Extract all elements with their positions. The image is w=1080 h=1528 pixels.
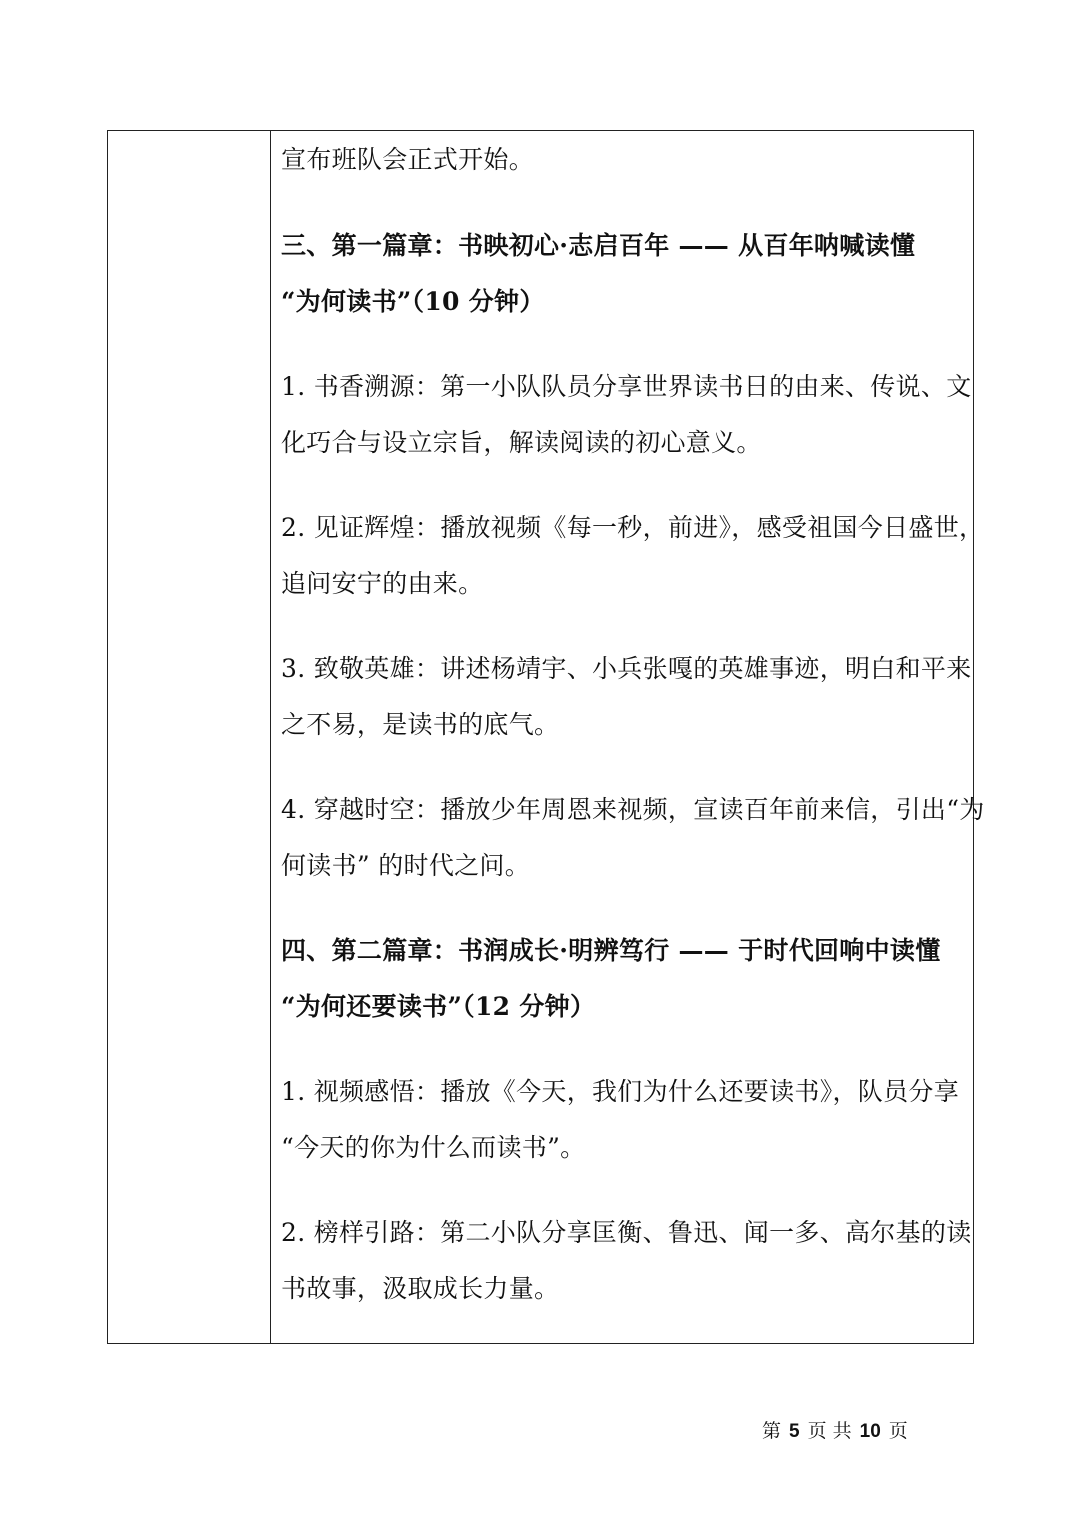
cell-line: 何读书” 的时代之问。 (281, 851, 531, 880)
page-footer (762, 1416, 916, 1443)
footer-prefix: 第 (762, 1420, 782, 1442)
section-heading: 三、第一篇章：书映初心·志启百年 —— 从百年呐喊读懂 (281, 231, 916, 260)
current-page-number: 5 (789, 1421, 800, 1442)
total-pages-number: 10 (859, 1421, 881, 1442)
cell-line: 1. 书香溯源：第一小队队员分享世界读书日的由来、传说、文 (281, 372, 972, 401)
content-table (107, 130, 985, 1344)
cell-line: 追问安宁的由来。 (281, 569, 484, 598)
cell-line: 书故事，汲取成长力量。 (281, 1274, 560, 1303)
cell-line: 宣布班队会正式开始。 (281, 145, 535, 174)
cell-line: 4. 穿越时空：播放少年周恩来视频，宣读百年前来信，引出“为 (281, 795, 985, 824)
cell-line: “今天的你为什么而读书”。 (281, 1133, 586, 1162)
section-heading: “为何读书”（10 分钟） (281, 287, 545, 316)
section-heading: “为何还要读书”（12 分钟） (281, 992, 596, 1021)
footer-suffix: 页 (888, 1420, 908, 1442)
column-divider (270, 131, 271, 1343)
cell-line: 之不易，是读书的底气。 (281, 710, 560, 739)
cell-line: 2. 榜样引路：第二小队分享匡衡、鲁迅、闻一多、高尔基的读 (281, 1218, 972, 1247)
section-heading: 四、第二篇章：书润成长·明辨笃行 —— 于时代回响中读懂 (281, 936, 941, 965)
cell-line: 化巧合与设立宗旨，解读阅读的初心意义。 (281, 428, 762, 457)
footer-mid: 页 共 (807, 1420, 852, 1442)
cell-line: 3. 致敬英雄：讲述杨靖宇、小兵张嘎的英雄事迹，明白和平来 (281, 654, 972, 683)
cell-line: 2. 见证辉煌：播放视频《每一秒，前进》，感受祖国今日盛世， (281, 513, 985, 542)
cell-line: 1. 视频感悟：播放《今天，我们为什么还要读书》，队员分享 (281, 1077, 960, 1106)
